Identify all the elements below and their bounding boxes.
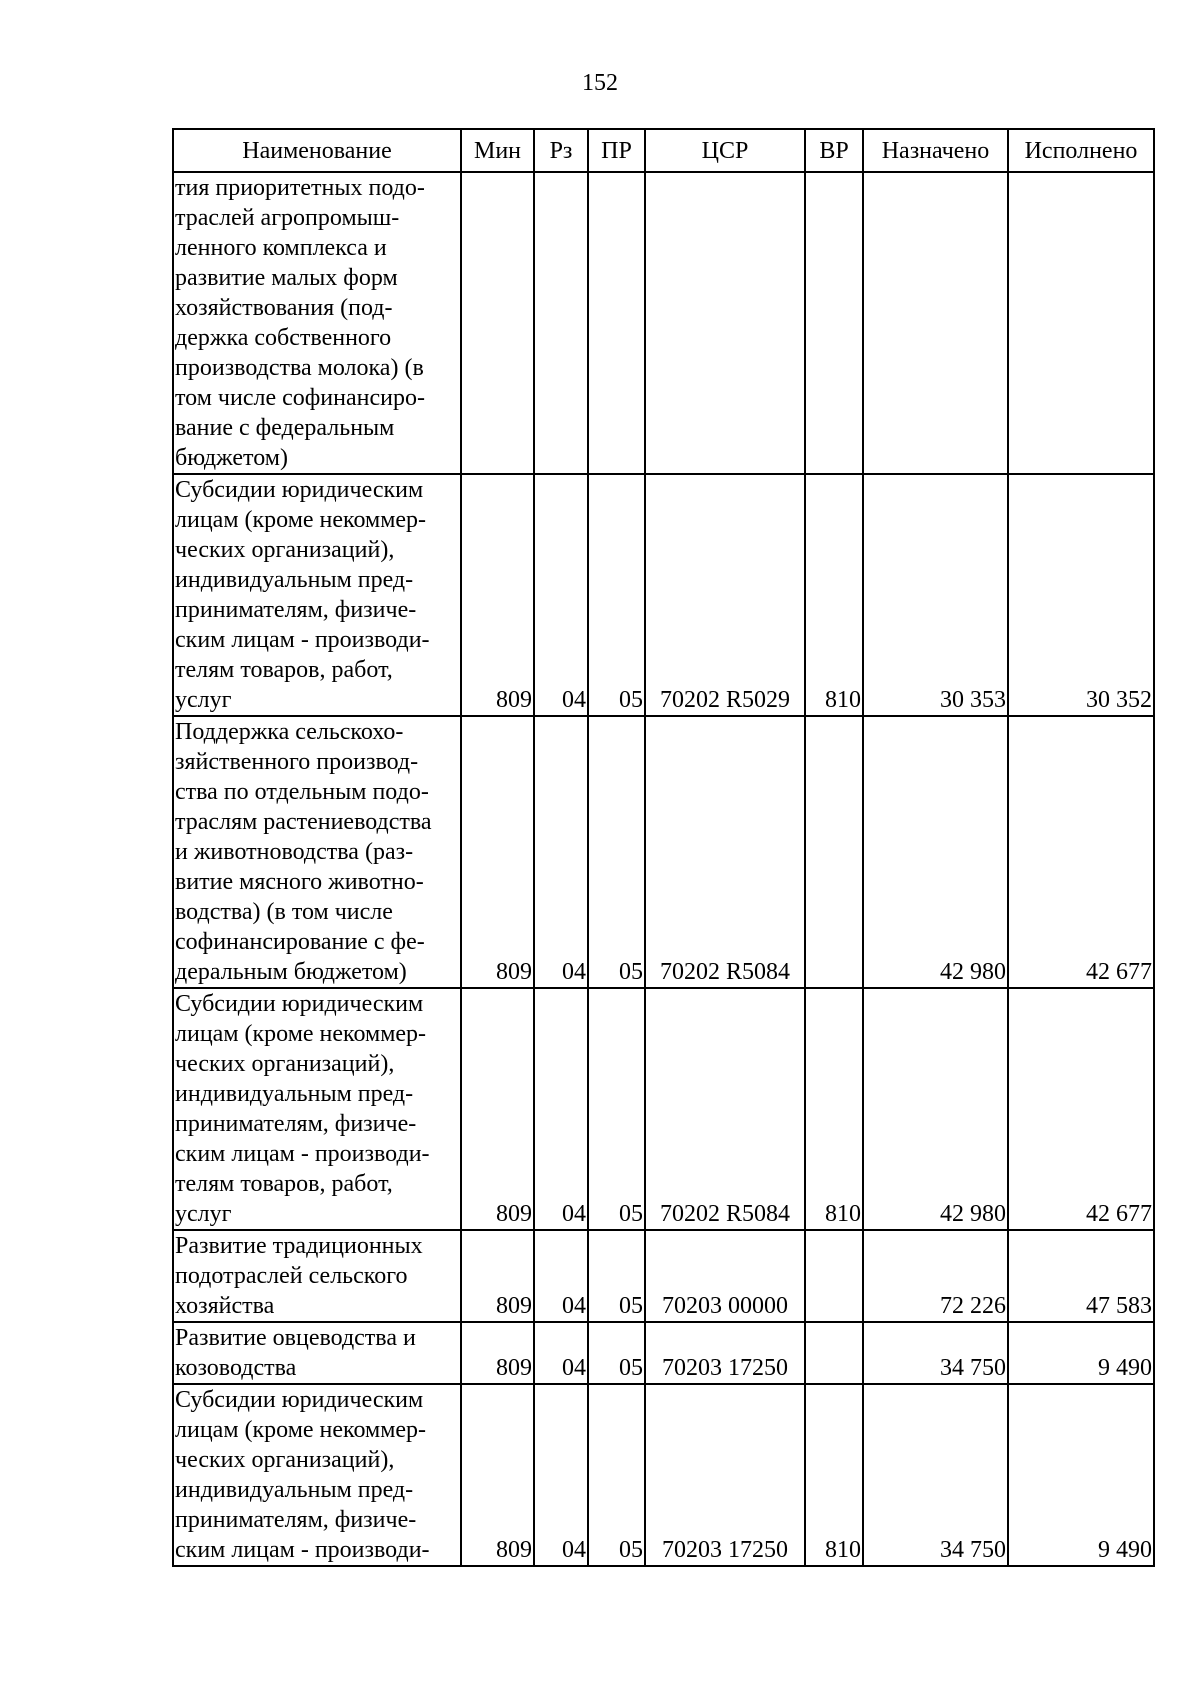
cell-min: 809 <box>461 988 534 1230</box>
header-vr: ВР <box>805 129 863 172</box>
header-assigned: Назначено <box>863 129 1008 172</box>
cell-csr: 70203 17250 <box>645 1384 805 1566</box>
table-row <box>173 988 1154 1230</box>
cell-assigned: 42 980 <box>863 988 1008 1230</box>
cell-executed: 42 677 <box>1008 716 1154 988</box>
cell-min: 809 <box>461 1322 534 1384</box>
cell-vr: 810 <box>805 1384 863 1566</box>
cell-assigned: 30 353 <box>863 474 1008 716</box>
cell-rz: 04 <box>534 988 588 1230</box>
table-row <box>173 1230 1154 1322</box>
cell-pr: 05 <box>588 1384 645 1566</box>
table-row <box>173 172 1154 474</box>
cell-assigned: 42 980 <box>863 716 1008 988</box>
cell-vr <box>805 716 863 988</box>
cell-rz: 04 <box>534 1322 588 1384</box>
cell-vr <box>805 1322 863 1384</box>
header-row <box>173 129 1154 172</box>
cell-name: тия приоритетных подо- траслей агропромыш- ленного комплекса и развитие малых форм хозяйствования (под- держка собственного производства молока) (в том числе софинансиро- вание с федеральным бюджетом) <box>173 172 461 474</box>
header-name: Наименование <box>173 129 461 172</box>
header-min: Мин <box>461 129 534 172</box>
cell-min: 809 <box>461 1384 534 1566</box>
cell-name: Субсидии юридическим лицам (кроме некоммер- ческих организаций), индивидуальным пред- принимателям, физиче- ским лицам - производи- телям товаров, работ, услуг <box>173 988 461 1230</box>
cell-executed: 30 352 <box>1008 474 1154 716</box>
cell-pr <box>588 172 645 474</box>
cell-vr: 810 <box>805 988 863 1230</box>
cell-pr: 05 <box>588 716 645 988</box>
cell-name: Поддержка сельскохо- зяйственного производ- ства по отдельным подо- траслям растениеводства и животноводства (раз- витие мясного животно- водства) (в том числе софинансирование с фе- деральным бюджетом) <box>173 716 461 988</box>
header-executed: Исполнено <box>1008 129 1154 172</box>
cell-assigned: 72 226 <box>863 1230 1008 1322</box>
cell-pr: 05 <box>588 1322 645 1384</box>
cell-rz: 04 <box>534 1230 588 1322</box>
table-row <box>173 1322 1154 1384</box>
cell-executed <box>1008 172 1154 474</box>
cell-assigned: 34 750 <box>863 1322 1008 1384</box>
cell-rz: 04 <box>534 716 588 988</box>
cell-pr: 05 <box>588 1230 645 1322</box>
cell-assigned <box>863 172 1008 474</box>
table-row <box>173 1384 1154 1566</box>
cell-csr: 70202 R5084 <box>645 988 805 1230</box>
cell-csr <box>645 172 805 474</box>
cell-rz <box>534 172 588 474</box>
cell-csr: 70202 R5084 <box>645 716 805 988</box>
cell-pr: 05 <box>588 474 645 716</box>
cell-min: 809 <box>461 1230 534 1322</box>
cell-vr <box>805 172 863 474</box>
cell-name: Развитие традиционных подотраслей сельского хозяйства <box>173 1230 461 1322</box>
cell-min <box>461 172 534 474</box>
cell-assigned: 34 750 <box>863 1384 1008 1566</box>
cell-min: 809 <box>461 474 534 716</box>
cell-executed: 47 583 <box>1008 1230 1154 1322</box>
cell-rz: 04 <box>534 1384 588 1566</box>
cell-csr: 70203 17250 <box>645 1322 805 1384</box>
cell-vr <box>805 1230 863 1322</box>
cell-executed: 42 677 <box>1008 988 1154 1230</box>
cell-min: 809 <box>461 716 534 988</box>
budget-table <box>172 128 1155 1567</box>
cell-csr: 70202 R5029 <box>645 474 805 716</box>
cell-executed: 9 490 <box>1008 1322 1154 1384</box>
header-rz: Рз <box>534 129 588 172</box>
page-number: 152 <box>582 70 618 96</box>
header-pr: ПР <box>588 129 645 172</box>
cell-csr: 70203 00000 <box>645 1230 805 1322</box>
cell-name: Субсидии юридическим лицам (кроме некоммер- ческих организаций), индивидуальным пред- принимателям, физиче- ским лицам - производи- телям товаров, работ, услуг <box>173 474 461 716</box>
cell-vr: 810 <box>805 474 863 716</box>
cell-rz: 04 <box>534 474 588 716</box>
table-row <box>173 474 1154 716</box>
table-row <box>173 716 1154 988</box>
header-csr: ЦСР <box>645 129 805 172</box>
cell-name: Развитие овцеводства и козоводства <box>173 1322 461 1384</box>
cell-name: Субсидии юридическим лицам (кроме некоммер- ческих организаций), индивидуальным пред- принимателям, физиче- ским лицам - производи- <box>173 1384 461 1566</box>
cell-executed: 9 490 <box>1008 1384 1154 1566</box>
cell-pr: 05 <box>588 988 645 1230</box>
